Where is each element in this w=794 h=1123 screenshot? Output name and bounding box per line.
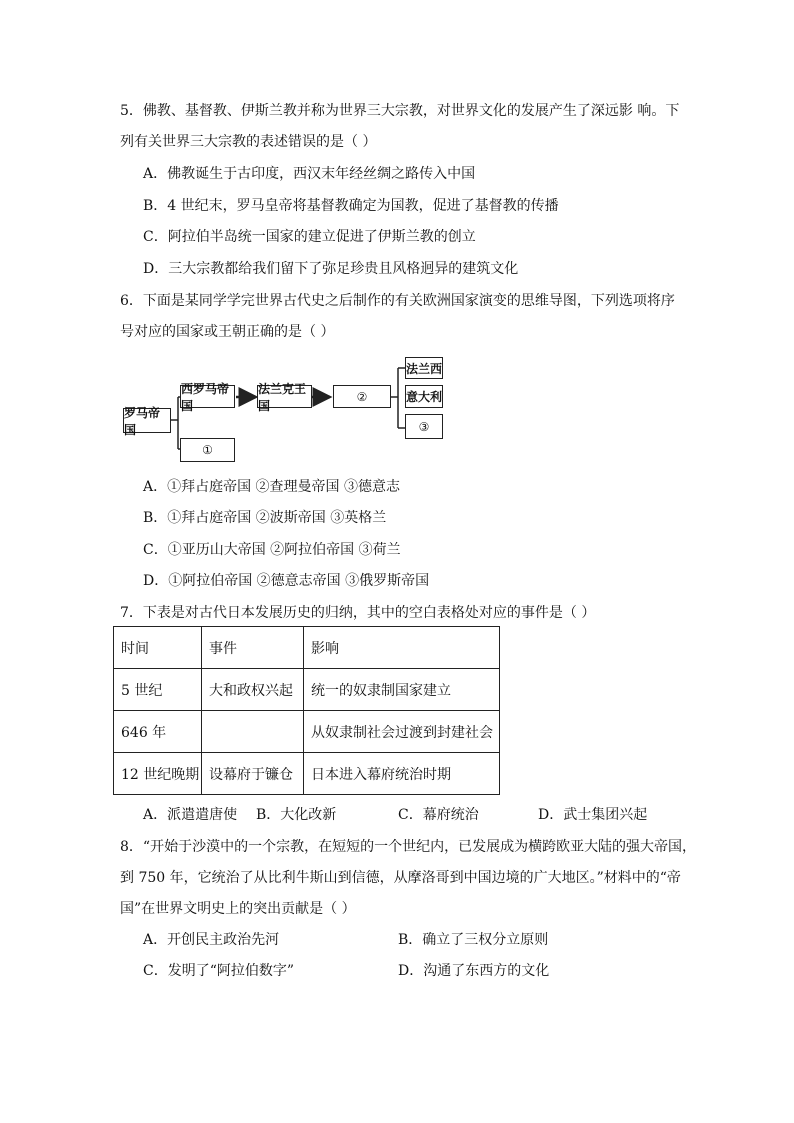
table-row bbox=[114, 711, 500, 753]
box-blank-3: ③ bbox=[405, 414, 443, 439]
mind-map-connectors bbox=[0, 0, 794, 480]
table-header-cell: 影响 bbox=[304, 627, 500, 669]
box-italy: 意大利 bbox=[405, 385, 443, 408]
q6-option-b: B．①拜占庭帝国 ②波斯帝国 ③英格兰 bbox=[143, 510, 387, 526]
table-header-cell: 时间 bbox=[114, 627, 202, 669]
box-roman-empire: 罗马帝国 bbox=[123, 408, 171, 433]
q7-option-c: C．幕府统治 bbox=[398, 807, 479, 823]
q7-stem: 7．下表是对古代日本发展历史的归纳，其中的空白表格处对应的事件是（ ） bbox=[120, 605, 596, 621]
q6-option-d: D．①阿拉伯帝国 ②德意志帝国 ③俄罗斯帝国 bbox=[143, 573, 430, 589]
q6-stem-line1: 6．下面是某同学学完世界古代史之后制作的有关欧洲国家演变的思维导图，下列选项将序 bbox=[120, 293, 675, 309]
box-west-roman-empire: 西罗马帝国 bbox=[180, 385, 235, 408]
table-cell: 646 年 bbox=[114, 711, 202, 753]
mind-map-diagram bbox=[0, 0, 794, 480]
table-cell: 设幕府于镰仓 bbox=[202, 753, 304, 795]
q8-option-b: B．确立了三权分立原则 bbox=[398, 932, 549, 948]
box-france: 法兰西 bbox=[405, 357, 443, 379]
table-cell-blank bbox=[202, 711, 304, 753]
q6-option-c: C．①亚历山大帝国 ②阿拉伯帝国 ③荷兰 bbox=[143, 542, 401, 558]
japan-history-table bbox=[113, 626, 500, 795]
box-frankish-kingdom: 法兰克王国 bbox=[257, 385, 312, 408]
table-header-row bbox=[114, 627, 500, 669]
box-blank-1: ① bbox=[180, 438, 235, 462]
q7-option-a: A．派遣遣唐使 bbox=[143, 807, 238, 823]
q7-option-b: B．大化改新 bbox=[256, 807, 337, 823]
q5-stem-line2: 列有关世界三大宗教的表述错误的是（ ） bbox=[120, 134, 377, 150]
table-cell: 5 世纪 bbox=[114, 669, 202, 711]
table-row bbox=[114, 753, 500, 795]
table-row bbox=[114, 669, 500, 711]
q8-option-d: D．沟通了东西方的文化 bbox=[398, 963, 550, 979]
table-cell: 大和政权兴起 bbox=[202, 669, 304, 711]
box-blank-2: ② bbox=[333, 385, 391, 408]
q6-stem-line2: 号对应的国家或王朝正确的是（ ） bbox=[120, 324, 335, 340]
table-header-cell: 事件 bbox=[202, 627, 304, 669]
table-cell: 从奴隶制社会过渡到封建社会 bbox=[304, 711, 500, 753]
q8-stem-line1: 8．“开始于沙漠中的一个宗教，在短短的一个世纪内，已发展成为横跨欧亚大陆的强大帝国， bbox=[120, 839, 697, 855]
q8-option-a: A．开创民主政治先河 bbox=[143, 932, 280, 948]
table-cell: 日本进入幕府统治时期 bbox=[304, 753, 500, 795]
q5-option-c: C．阿拉伯半岛统一国家的建立促进了伊斯兰教的创立 bbox=[143, 229, 476, 245]
q5-stem-line1: 5．佛教、基督教、伊斯兰教并称为世界三大宗教，对世界文化的发展产生了深远影 响。下 bbox=[120, 103, 680, 119]
q8-stem-line2: 到 750 年，它统治了从比利牛斯山到信德，从摩洛哥到中国边境的广大地区。”材料中的“帝 bbox=[120, 870, 681, 886]
q5-option-b: B．4 世纪末，罗马皇帝将基督教确定为国教，促进了基督教的传播 bbox=[143, 198, 559, 214]
q5-option-a: A．佛教诞生于古印度，西汉末年经丝绸之路传入中国 bbox=[143, 166, 476, 182]
q6-option-a: A．①拜占庭帝国 ②查理曼帝国 ③德意志 bbox=[143, 479, 401, 495]
q8-option-c: C．发明了“阿拉伯数字” bbox=[143, 963, 295, 979]
table-cell: 统一的奴隶制国家建立 bbox=[304, 669, 500, 711]
q7-option-d: D．武士集团兴起 bbox=[538, 807, 648, 823]
q8-stem-line3: 国”在世界文明史上的突出贡献是（ ） bbox=[120, 901, 356, 917]
q5-option-d: D．三大宗教都给我们留下了弥足珍贵且风格迥异的建筑文化 bbox=[143, 261, 519, 277]
table-cell: 12 世纪晚期 bbox=[114, 753, 202, 795]
